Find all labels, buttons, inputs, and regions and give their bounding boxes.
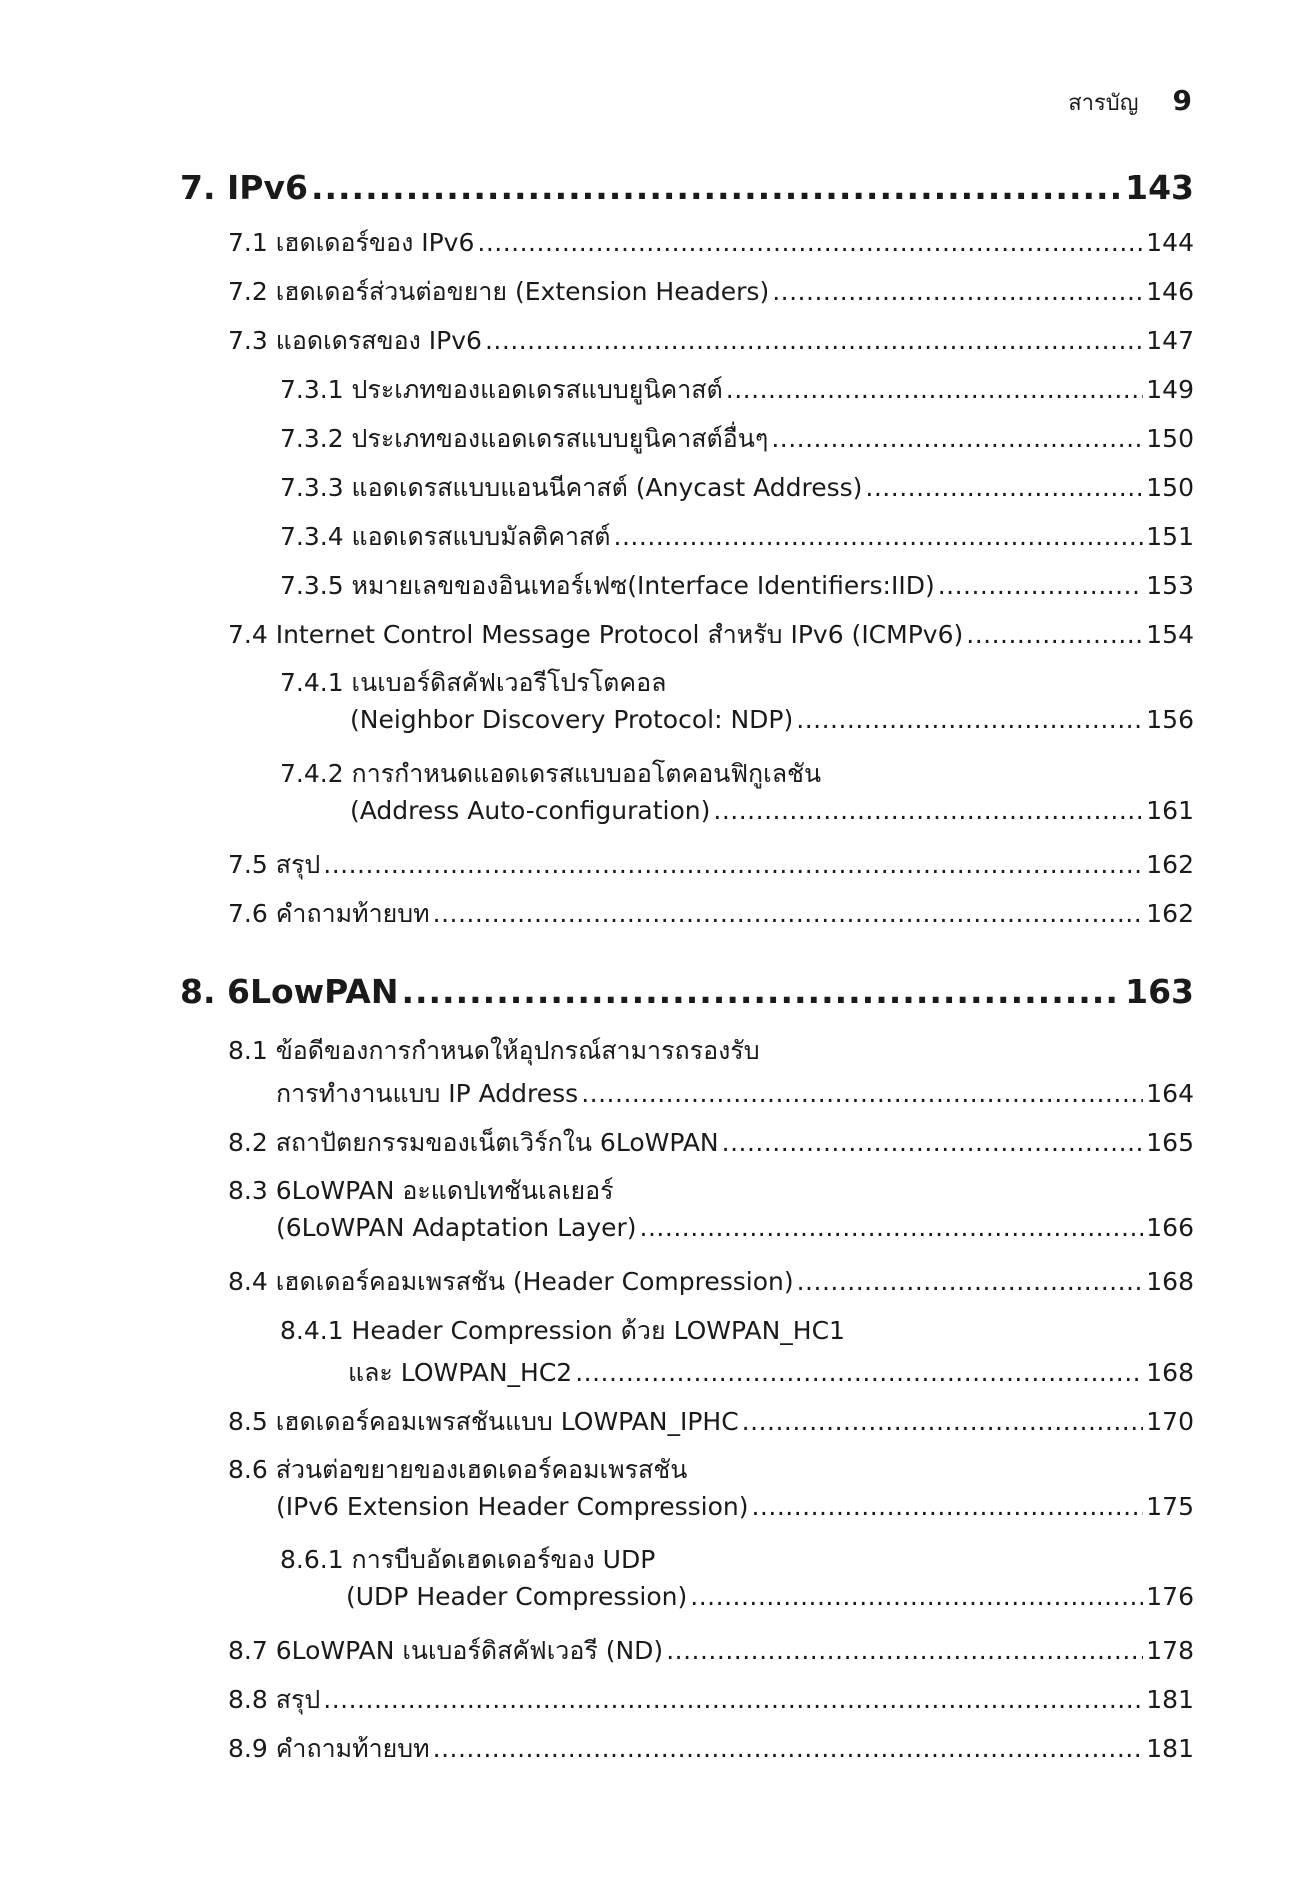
toc-page-number: 168 [1146, 1358, 1194, 1387]
page-number: 9 [1172, 84, 1192, 117]
toc-page-number: 150 [1146, 424, 1194, 453]
dot-leader [640, 1213, 1144, 1242]
dot-leader [722, 1128, 1144, 1157]
toc-entry-8-4-1-line1[interactable]: 8.4.1 Header Compression ด้วย LOWPAN_HC1 [280, 1316, 845, 1345]
toc-entry-7-4-1-line1[interactable]: 7.4.1 เนเบอร์ดิสคัฟเวอรีโปรโตคอล [280, 668, 667, 697]
toc-entry-7-3[interactable] [228, 321, 1194, 361]
dot-leader [323, 850, 1143, 879]
dot-leader [865, 473, 1143, 502]
toc-entry-label: 8.8 สรุป [228, 1685, 321, 1714]
dot-leader [575, 1358, 1143, 1387]
toc-entry-8-5[interactable] [228, 1402, 1194, 1442]
toc-entry-label: 7.5 สรุป [228, 850, 321, 879]
dot-leader [938, 571, 1144, 600]
toc-entry-8-9[interactable] [228, 1729, 1194, 1769]
dot-leader [713, 796, 1143, 825]
toc-chapter-title: 8. 6LowPAN [180, 972, 399, 1011]
dot-leader [742, 1407, 1144, 1436]
toc-entry-8-2[interactable] [228, 1123, 1194, 1163]
toc-entry-label: (IPv6 Extension Header Compression) [276, 1492, 749, 1521]
toc-page-number: 176 [1146, 1582, 1194, 1611]
toc-entry-8-1[interactable] [276, 1074, 1194, 1114]
toc-page-number: 162 [1146, 850, 1194, 879]
toc-entry-8-6-line1[interactable]: 8.6 ส่วนต่อขยายของเฮดเดอร์คอมเพรสชัน [228, 1455, 688, 1484]
toc-entry-7-4-2[interactable] [350, 796, 1194, 825]
dot-leader [614, 522, 1144, 551]
dot-leader [477, 228, 1143, 257]
toc-entry-8-6-1[interactable] [346, 1582, 1194, 1611]
toc-entry-7-6[interactable] [228, 894, 1194, 934]
toc-entry-7-1[interactable] [228, 223, 1194, 263]
dot-leader [581, 1079, 1143, 1108]
toc-entry-8-4-1[interactable] [348, 1353, 1194, 1393]
toc-page-number: 154 [1146, 620, 1194, 649]
toc-page-number: 147 [1146, 326, 1194, 355]
dot-leader [401, 972, 1122, 1011]
toc-chapter-8[interactable] [180, 972, 1194, 1011]
toc-entry-label: (6LoWPAN Adaptation Layer) [276, 1213, 637, 1242]
toc-entry-label: 8.4 เฮดเดอร์คอมเพรสชัน (Header Compression) [228, 1267, 794, 1296]
toc-entry-label: 7.3.4 แอดเดรสแบบมัลติคาสต์ [280, 522, 611, 551]
toc-page-number: 153 [1146, 571, 1194, 600]
toc-entry-label: (Neighbor Discovery Protocol: NDP) [350, 705, 794, 734]
toc-entry-7-4-1[interactable] [350, 705, 1194, 734]
toc-entry-label: (UDP Header Compression) [346, 1582, 688, 1611]
toc-page-number: 144 [1146, 228, 1194, 257]
toc-entry-8-3-line1[interactable]: 8.3 6LoWPAN อะแดปเทชันเลเยอร์ [228, 1176, 614, 1205]
toc-entry-8-1-line1[interactable]: 8.1 ข้อดีของการกำหนดให้อุปกรณ์สามารถรองรับ [228, 1036, 760, 1065]
dot-leader [966, 620, 1143, 649]
toc-entry-8-6-1-line1[interactable]: 8.6.1 การบีบอัดเฮดเดอร์ของ UDP [280, 1545, 656, 1574]
running-title: สารบัญ [1068, 91, 1139, 116]
toc-entry-7-3-1[interactable] [280, 370, 1194, 410]
toc-entry-8-7[interactable] [228, 1631, 1194, 1671]
dot-leader [433, 1734, 1144, 1763]
toc-entry-label: 7.2 เฮดเดอร์ส่วนต่อขยาย (Extension Headers) [228, 277, 770, 306]
toc-page-number: 168 [1146, 1267, 1194, 1296]
toc-page-number: 170 [1146, 1407, 1194, 1436]
dot-leader [797, 1267, 1144, 1296]
toc-entry-label: 8.5 เฮดเดอร์คอมเพรสชันแบบ LOWPAN_IPHC [228, 1407, 739, 1436]
toc-page-number: 149 [1146, 375, 1194, 404]
toc-page-number: 181 [1146, 1685, 1194, 1714]
toc-entry-label: 7.3.2 ประเภทของแอดเดรสแบบยูนิคาสต์อื่นๆ [280, 424, 769, 453]
toc-page-number: 161 [1146, 796, 1194, 825]
toc-entry-8-6[interactable] [276, 1492, 1194, 1521]
dot-leader [666, 1636, 1143, 1665]
toc-page-number: 143 [1125, 168, 1194, 207]
dot-leader [751, 1492, 1143, 1521]
toc-entry-label: 8.9 คำถามท้ายบท [228, 1734, 430, 1763]
toc-entry-7-3-2[interactable] [280, 419, 1194, 459]
toc-entry-label: 7.3 แอดเดรสของ IPv6 [228, 326, 482, 355]
toc-page-number: 165 [1146, 1128, 1194, 1157]
dot-leader [433, 899, 1144, 928]
toc-entry-label: การทำงานแบบ IP Address [276, 1079, 579, 1108]
toc-entry-7-4[interactable] [228, 615, 1194, 655]
toc-entry-7-3-5[interactable] [280, 566, 1194, 606]
toc-chapter-title: 7. IPv6 [180, 168, 308, 207]
dot-leader [772, 277, 1143, 306]
toc-entry-7-3-3[interactable] [280, 468, 1194, 508]
dot-leader [485, 326, 1143, 355]
toc-page-number: 164 [1146, 1079, 1194, 1108]
toc-entry-label: และ LOWPAN_HC2 [348, 1358, 573, 1387]
toc-page-number: 163 [1125, 972, 1194, 1011]
toc-entry-label: (Address Auto-configuration) [350, 796, 711, 825]
toc-page-number: 181 [1146, 1734, 1194, 1763]
toc-entry-8-4[interactable] [228, 1262, 1194, 1302]
toc-entry-label: 7.3.5 หมายเลขของอินเทอร์เฟซ(Interface Identifiers:IID) [280, 571, 935, 600]
toc-entry-label: 7.3.3 แอดเดรสแบบแอนนีคาสต์ (Anycast Address) [280, 473, 863, 502]
toc-page-number: 175 [1146, 1492, 1194, 1521]
toc-entry-7-2[interactable] [228, 272, 1194, 312]
toc-page-number: 146 [1146, 277, 1194, 306]
toc-entry-label: 8.2 สถาปัตยกรรมของเน็ตเวิร์กใน 6LoWPAN [228, 1128, 719, 1157]
toc-entry-7-5[interactable] [228, 845, 1194, 885]
toc-page-number: 156 [1146, 705, 1194, 734]
toc-entry-8-3[interactable] [276, 1213, 1194, 1242]
toc-entry-label: 7.3.1 ประเภทของแอดเดรสแบบยูนิคาสต์ [280, 375, 723, 404]
toc-page-number: 151 [1146, 522, 1194, 551]
toc-entry-8-8[interactable] [228, 1680, 1194, 1720]
toc-page-number: 162 [1146, 899, 1194, 928]
toc-entry-label: 7.6 คำถามท้ายบท [228, 899, 430, 928]
toc-page-number: 178 [1146, 1636, 1194, 1665]
toc-entry-7-4-2-line1[interactable]: 7.4.2 การกำหนดแอดเดรสแบบออโตคอนฟิกูเลชัน [280, 759, 822, 788]
toc-page-number: 166 [1146, 1213, 1194, 1242]
dot-leader [796, 705, 1143, 734]
toc-entry-label: 8.7 6LoWPAN เนเบอร์ดิสคัฟเวอรี (ND) [228, 1636, 664, 1665]
dot-leader [726, 375, 1144, 404]
dot-leader [311, 168, 1122, 207]
toc-chapter-7[interactable] [180, 168, 1194, 207]
toc-entry-7-3-4[interactable] [280, 517, 1194, 557]
toc-entry-label: 7.1 เฮดเดอร์ของ IPv6 [228, 228, 475, 257]
dot-leader [771, 424, 1143, 453]
toc-entry-label: 7.4 Internet Control Message Protocol สำหรับ IPv6 (ICMPv6) [228, 620, 964, 649]
dot-leader [690, 1582, 1143, 1611]
running-head [1068, 84, 1192, 120]
dot-leader [323, 1685, 1143, 1714]
toc-page-number: 150 [1146, 473, 1194, 502]
